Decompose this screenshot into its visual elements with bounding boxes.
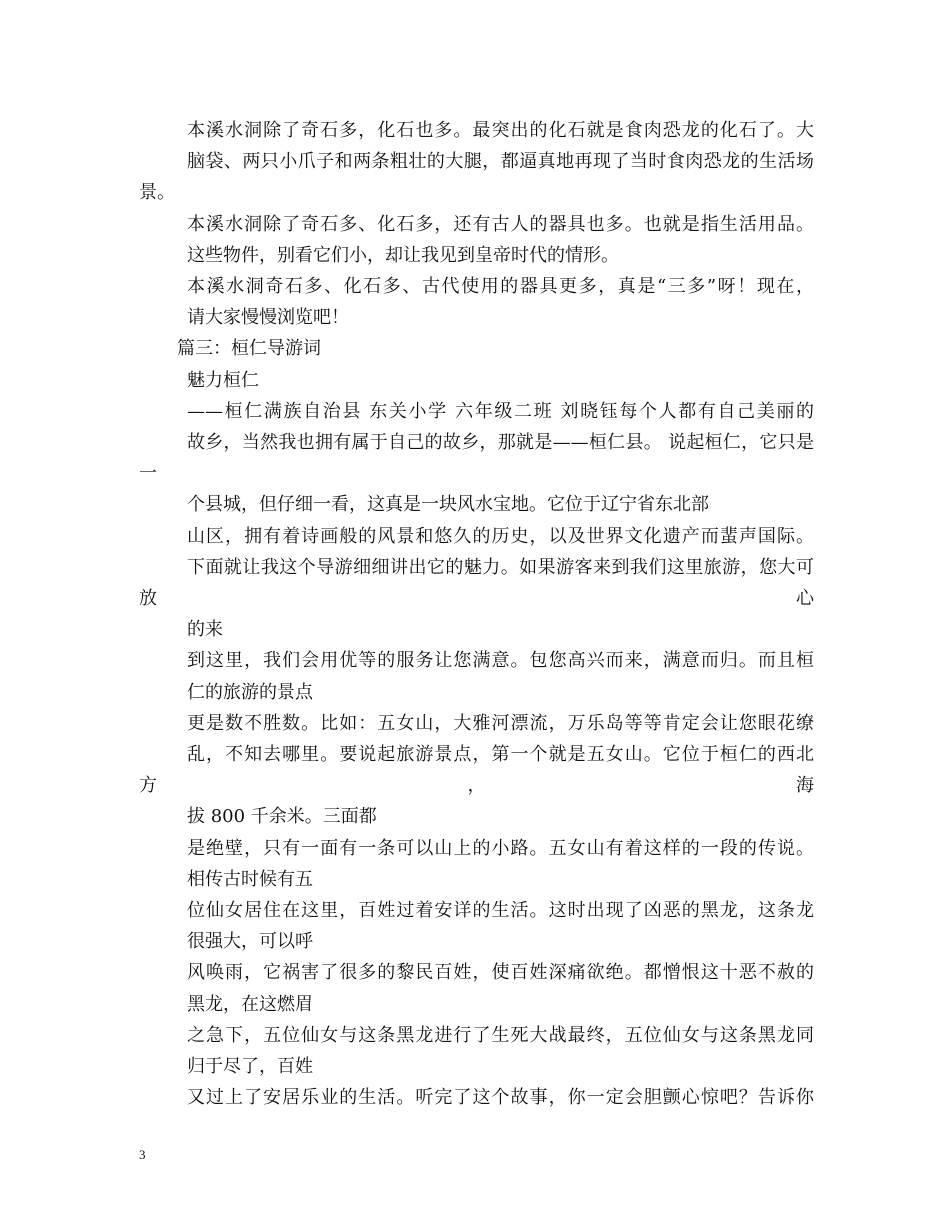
paragraph <box>139 708 814 833</box>
text-line: 黑龙，在这燃眉 <box>187 993 313 1015</box>
text-line: 乱，不知去哪里。要说起旅游景点，第一个就是五女山。它位于桓仁的西北方，海 <box>139 744 814 797</box>
text-line: 很强大，可以呼 <box>187 931 313 953</box>
text-line: 位仙女居住在这里，百姓过着安详的生活。这时出现了凶恶的黑龙，这条龙 <box>187 900 814 922</box>
text-line: 到这里，我们会用优等的服务让您满意。包您高兴而来，满意而归。而且桓 <box>187 650 814 672</box>
text-line: 之急下，五位仙女与这条黑龙进行了生死大战最终，五位仙女与这条黑龙同 <box>187 1024 814 1046</box>
text-line: 又过上了安居乐业的生活。听完了这个故事，你一定会胆颤心惊吧？告诉你 <box>187 1087 814 1109</box>
paragraph <box>139 271 814 333</box>
text-line: 本溪水洞除了奇石多、化石多，还有古人的器具也多。也就是指生活用品。 <box>187 213 814 235</box>
text-line: 是绝壁，只有一面有一条可以山上的小路。五女山有着这样的一段的传说。 <box>187 837 814 859</box>
paragraph <box>139 645 814 707</box>
article-title <box>139 365 814 396</box>
text-line: 个县城，但仔细一看，这真是一块风水宝地。它位于辽宁省东北部 <box>187 494 709 516</box>
text-line: 本溪水洞除了奇石多，化石也多。最突出的化石就是食肉恐龙的化石了。大 <box>187 120 814 141</box>
text-line: 篇三：桓仁导游词 <box>177 338 321 360</box>
text-line: 相传古时候有五 <box>187 868 313 890</box>
document-body <box>139 115 814 1114</box>
text-line: 魅力桓仁 <box>187 369 259 391</box>
paragraph <box>139 209 814 271</box>
paragraph <box>139 396 814 521</box>
paragraph <box>139 895 814 957</box>
text-line: 仁的旅游的景点 <box>187 681 313 703</box>
paragraph <box>139 957 814 1019</box>
text-line: 本溪水洞奇石多、化石多、古代使用的器具更多，真是“三多”呀！现在， <box>187 276 814 298</box>
text-line: 的来 <box>187 619 223 641</box>
paragraph <box>139 1020 814 1082</box>
text-line: 请大家慢慢浏览吧！ <box>187 307 349 329</box>
text-line: 故乡，当然我也拥有属于自己的故乡，那就是——桓仁县。 说起桓仁，它只是一 <box>139 432 814 485</box>
paragraph <box>139 833 814 895</box>
text-line: 拔 800 千余米。三面都 <box>187 806 377 828</box>
paragraph <box>139 1082 814 1113</box>
text-line: 风唤雨，它祸害了很多的黎民百姓，使百姓深痛欲绝。都憎恨这十恶不赦的 <box>187 962 814 984</box>
section-heading <box>139 333 814 364</box>
text-line: 这些物件，别看它们小，却让我见到皇帝时代的情形。 <box>187 244 619 266</box>
text-line: 更是数不胜数。比如：五女山，大雅河漂流，万乐岛等等肯定会让您眼花缭 <box>187 712 814 734</box>
text-line: ——桓仁满族自治县 东关小学 六年级二班 刘晓钰每个人都有自己美丽的 <box>187 400 814 422</box>
page-number: 3 <box>139 1147 146 1162</box>
text-line: 脑袋、两只小爪子和两条粗壮的大腿，都逼真地再现了当时食肉恐龙的生活场景。 <box>139 151 814 204</box>
text-line: 山区，拥有着诗画般的风景和悠久的历史，以及世界文化遗产而蜚声国际。 <box>187 525 814 547</box>
text-line: 下面就让我这个导游细细讲出它的魅力。如果游客来到我们这里旅游，您大可放心 <box>139 556 814 610</box>
paragraph <box>139 521 814 646</box>
paragraph <box>139 115 814 209</box>
text-line: 归于尽了，百姓 <box>187 1056 313 1078</box>
